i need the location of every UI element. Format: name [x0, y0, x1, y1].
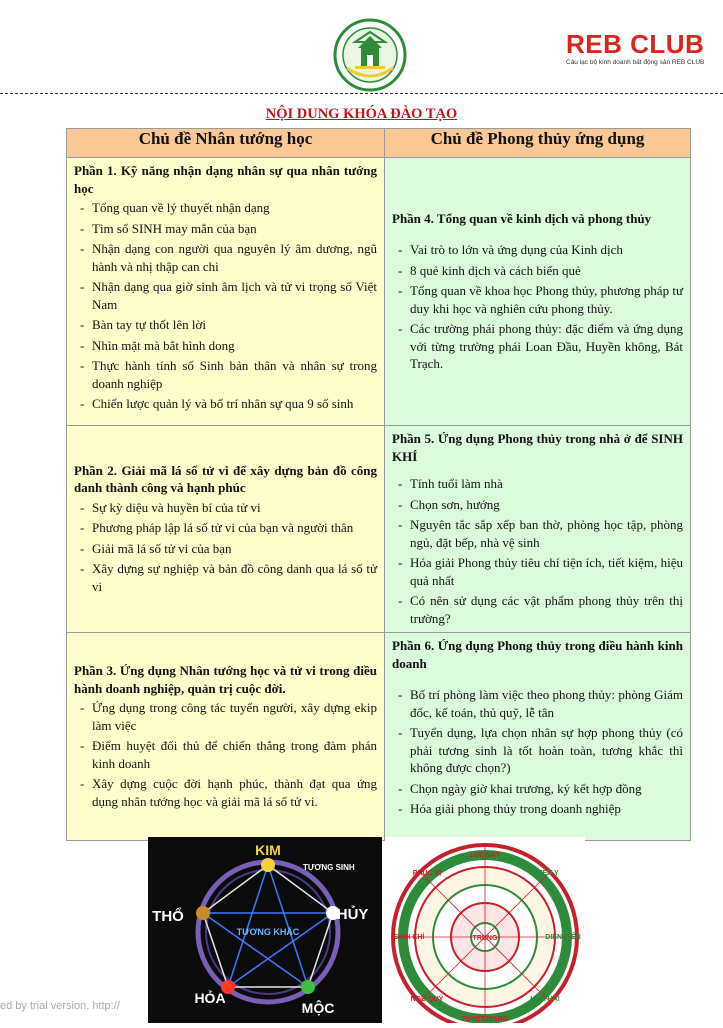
part-4-title: Phần 4. Tổng quan về kinh dịch và phong thủy: [392, 210, 652, 226]
reb-club-brand: [566, 30, 704, 67]
list-item: - Tính tuổi làm nhà: [392, 475, 683, 493]
label-luc-sat: LỤC SÁT: [469, 852, 501, 859]
label-dien-nien: DIÊN NIÊN: [545, 934, 581, 941]
element-thuy: THỦY: [327, 906, 369, 923]
course-table: [66, 128, 691, 841]
label-ngu-quy: NGŨ QUỶ: [410, 996, 444, 1003]
label-thien-y: THIÊN Y: [531, 870, 559, 877]
list-item: - Thực hành tính số Sinh bản thân và nhân sự trong doanh nghiệp: [74, 357, 377, 392]
header-divider: [0, 93, 723, 94]
part-3-title: Phần 3. Ứng dụng Nhân tướng học và tử vi trong điều hành doanh nghiệp, quản trị cuộc đời.: [74, 663, 377, 696]
part-2-title: Phần 2. Giải mã lá số tử vi để xây dựng bản đồ công danh thành công và hạnh phúc: [74, 462, 377, 496]
part-2-cell: [67, 426, 385, 633]
list-item: - Phương pháp lập lá số tử vi của bạn và người thân: [74, 519, 377, 537]
list-item: - Ứng dụng trong công tác tuyển người, xây dựng ekip làm việc: [74, 699, 377, 734]
part-6-title: Phần 6. Ứng dụng Phong thủy trong điều hành kinh doanh: [392, 638, 683, 671]
list-item: - Nguyên tắc sắp xếp ban thờ, phòng học tập, phòng ngủ, đặt bếp, nhà vệ sinh: [392, 516, 683, 551]
list-item: - Tổng quan về khoa học Phong thủy, phương pháp tư duy khi học và nghiên cứu phong thủy.: [392, 282, 683, 317]
part-3-cell: [67, 633, 385, 841]
list-item: - 8 quẻ kinh dịch và cách biến quẻ: [392, 262, 683, 280]
brand-subtitle: Câu lạc bộ kinh doanh bất động sản REB CLUB: [566, 59, 705, 66]
list-item: - Xây dựng sự nghiệp và bản đồ công danh qua lá số tử vi: [74, 560, 377, 595]
list-item: - Các trường phái phong thủy: đặc điểm và ứng dụng với từng trường phái Loan Đầu, Huyền không, Bát Trạch.: [392, 320, 683, 373]
part-1-title: Phần 1. Kỹ năng nhận dạng nhân sự qua nhân tướng học: [74, 163, 377, 196]
list-item: - Hóa giải phong thủy trong doanh nghiệp: [392, 800, 683, 818]
fengshui-compass-image: [385, 837, 585, 1023]
part-5-cell: [385, 426, 691, 633]
element-tho: THỔ: [152, 908, 184, 925]
list-item: - Nhận dạng qua giờ sinh âm lịch và tử vi trọng số Việt Nam: [74, 278, 377, 313]
part-6-cell: [385, 633, 691, 841]
label-hoa-hai: HỌA HẠI: [530, 996, 560, 1003]
list-item: - Điểm huyệt đối thủ để chiến thắng trong đàm phán kinh doanh: [74, 737, 377, 772]
list-item: - Tổng quan về lý thuyết nhận dạng: [74, 199, 377, 217]
label-tuyet-mang: TUYỆT MẠNG: [461, 1016, 509, 1023]
list-item: - Chiến lược quản lý và bố trí nhân sự qua 9 số sinh: [74, 395, 377, 413]
sinh-label: TƯƠNG SINH: [303, 863, 355, 872]
list-item: - Tuyển dụng, lựa chọn nhân sự hợp phong thủy (có phải tương sinh là tốt hoàn toàn, tương khắc thì không được chọn?): [392, 724, 683, 777]
list-item: - Chọn ngày giờ khai trương, ký kết hợp đồng: [392, 780, 683, 798]
list-item: - Sự kỳ diệu và huyền bí của tử vi: [74, 499, 377, 517]
part-1-cell: [67, 158, 385, 426]
trial-watermark: ed by trial version, http://: [0, 1000, 120, 1012]
part-5-title: Phần 5. Ứng dụng Phong thủy trong nhà ở để SINH KHÍ: [392, 431, 683, 464]
element-moc: MỘC: [301, 1000, 335, 1016]
element-hoa: HỎA: [194, 990, 226, 1006]
label-center: TRUNG: [472, 935, 498, 942]
list-item: - Nhận dạng con người qua nguyên lý âm dương, ngũ hành và nhị thập can chi: [74, 240, 377, 275]
column-header-fengshui: Chủ đề Phong thủy ứng dụng: [385, 129, 691, 158]
list-item: - Xây dựng cuộc đời hạnh phúc, thành đạt qua ứng dụng nhân tướng học và giải mã lá số tử vi.: [74, 775, 377, 810]
five-elements-image: [148, 837, 382, 1023]
city-logo: [333, 18, 407, 92]
element-kim: KIM: [255, 842, 281, 858]
list-item: - Giải mã lá số tử vi của bạn: [74, 540, 377, 558]
list-item: - Vai trò to lớn và ứng dụng của Kinh dịch: [392, 241, 683, 259]
label-sinh-khi: SINH KHÍ: [393, 934, 425, 941]
list-item: - Nhìn mặt mà bắt hình dong: [74, 337, 377, 355]
list-item: - Bố trí phòng làm việc theo phong thủy: phòng Giám đốc, kế toán, thủ quỹ, lễ tân: [392, 686, 683, 721]
brand-title: REB CLUB: [566, 29, 705, 59]
page-heading: NỘI DUNG KHÓA ĐÀO TẠO: [265, 106, 458, 122]
center-label: TƯƠNG KHẮC: [236, 927, 300, 937]
list-item: - Tìm số SINH may mắn của bạn: [74, 220, 377, 238]
list-item: - Có nên sử dụng các vật phẩm phong thủy trên thị trường?: [392, 592, 683, 627]
column-header-physiognomy: Chủ đề Nhân tướng học: [67, 129, 385, 158]
list-item: - Bàn tay tự thốt lên lời: [74, 316, 377, 334]
label-phuc-vi: PHÚC VỊ: [412, 870, 442, 877]
list-item: - Chọn sơn, hướng: [392, 496, 683, 514]
list-item: - Hóa giải Phong thủy tiêu chí tiện ích, tiết kiệm, hiệu quả nhất: [392, 554, 683, 589]
part-4-cell: [385, 158, 691, 426]
